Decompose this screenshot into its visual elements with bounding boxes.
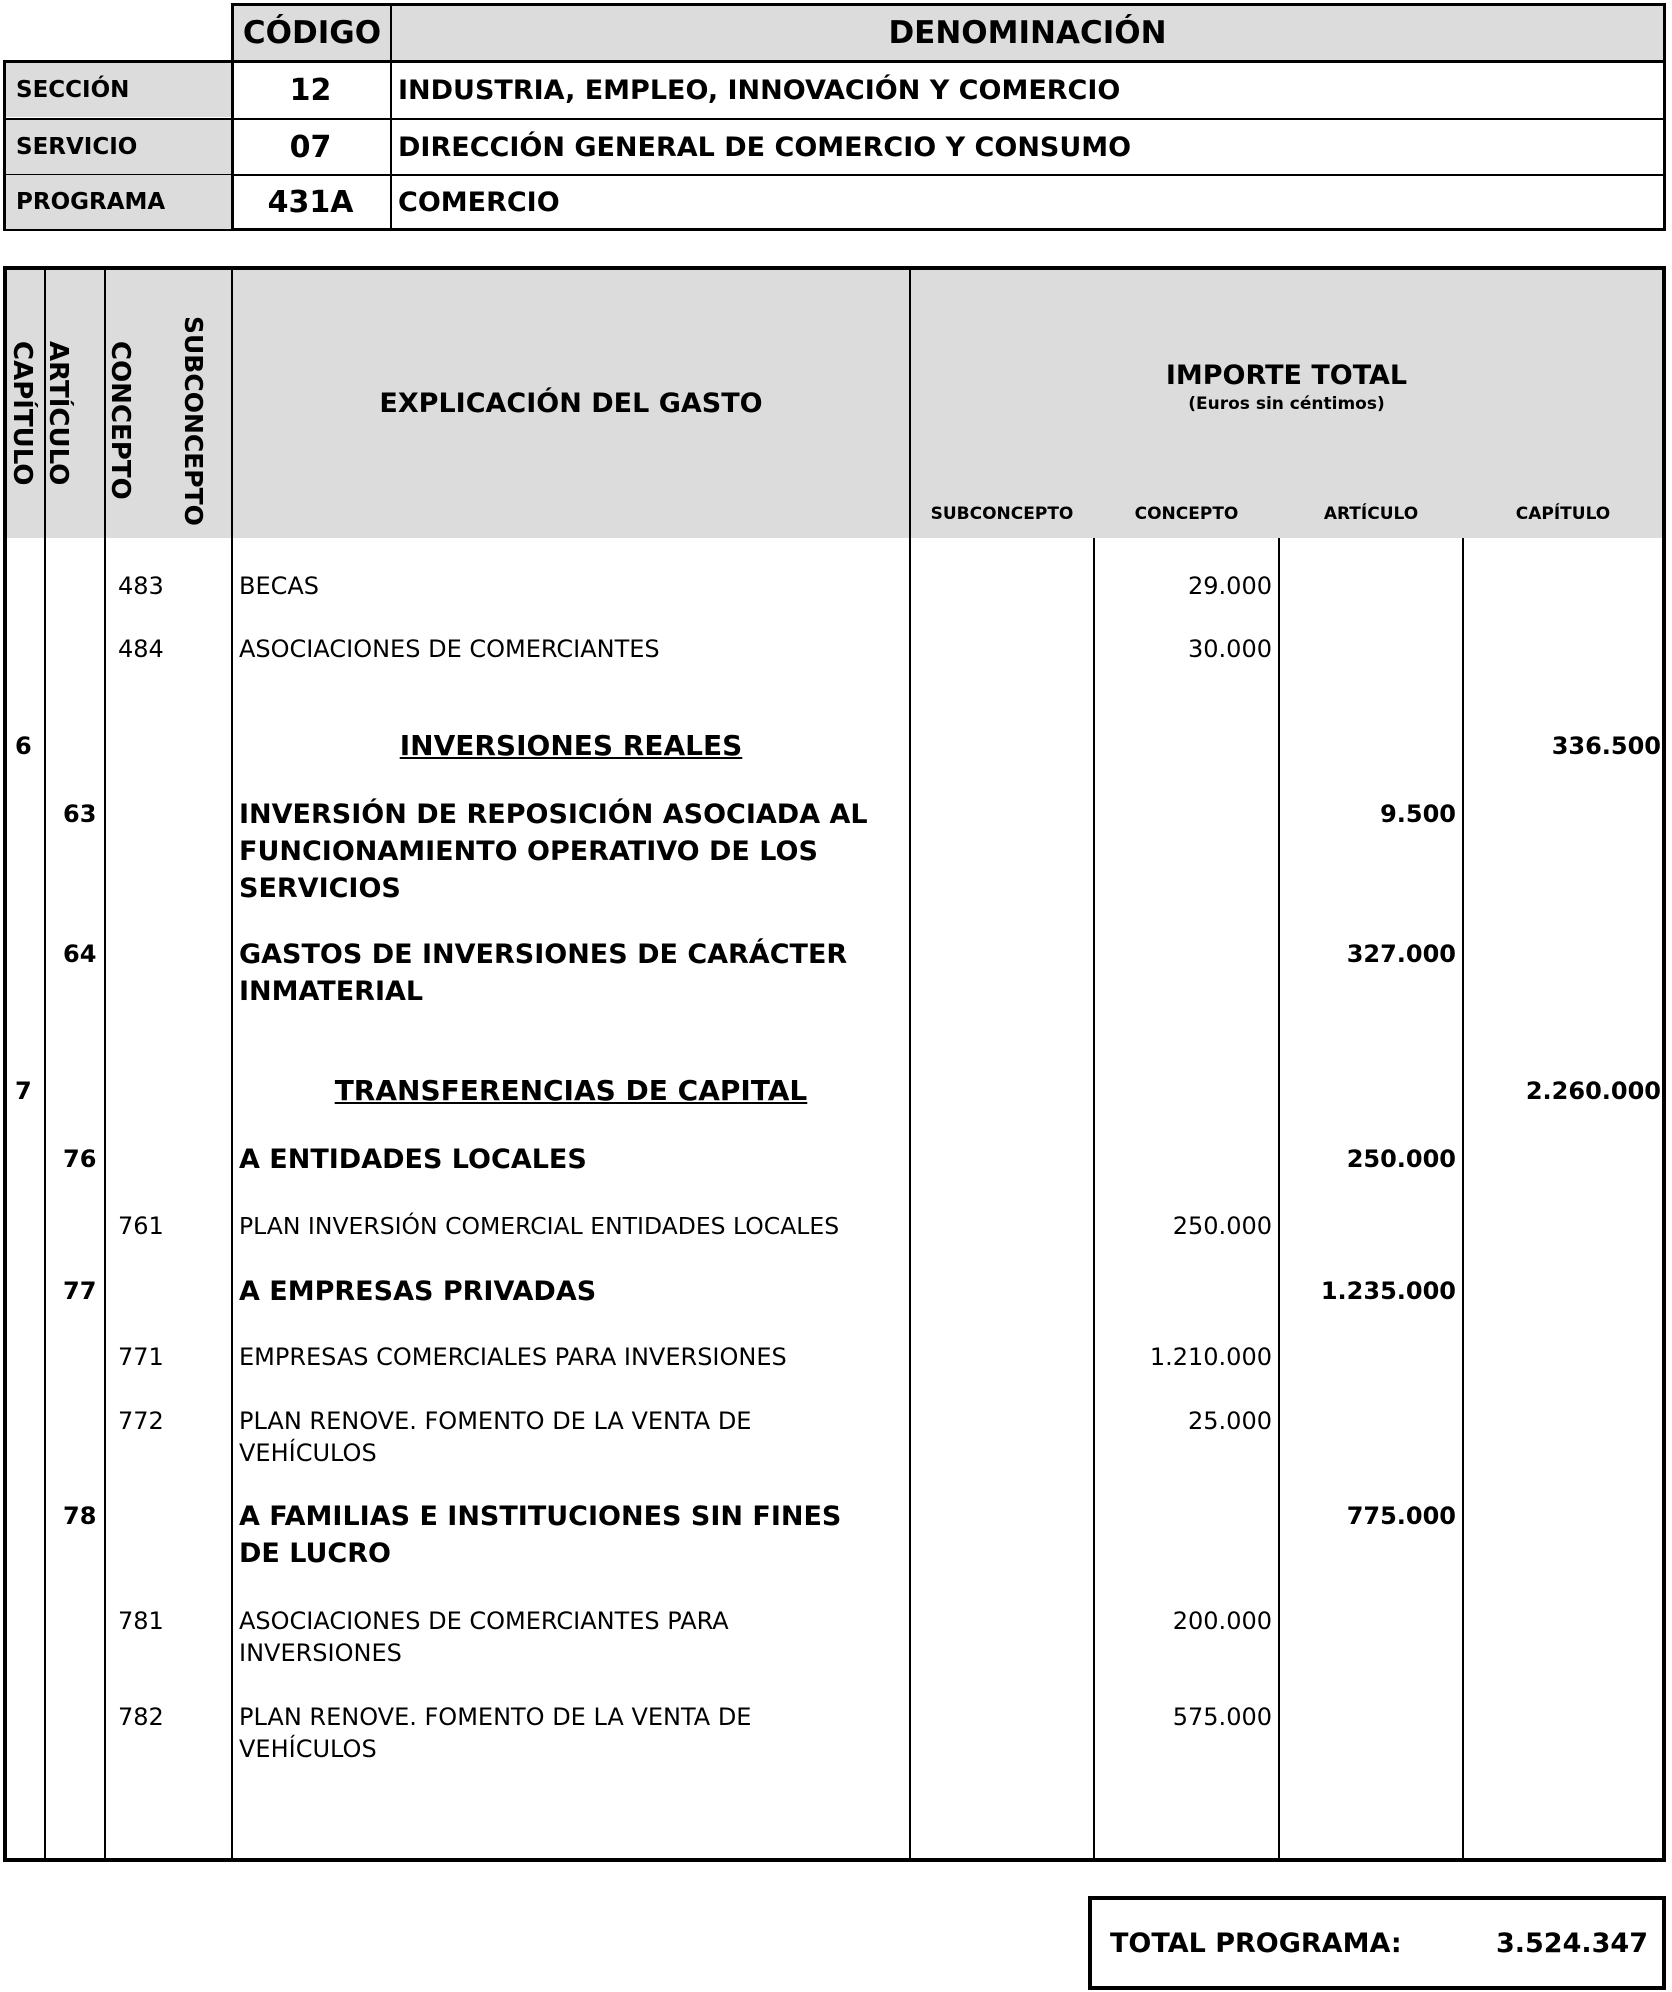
articulo-amount: 1.235.000 [1320, 1277, 1456, 1305]
concepto-code: 771 [118, 1343, 164, 1371]
total-value: 3.524.347 [1495, 1927, 1648, 1959]
total-programa-box [1088, 1896, 1666, 1990]
programa-name: COMERCIO [398, 186, 560, 218]
subconcepto-col-header: SUBCONCEPTO [179, 316, 208, 526]
concepto-amount: 575.000 [1172, 1703, 1272, 1731]
codigo-header: CÓDIGO [242, 15, 382, 51]
servicio-code: 07 [289, 129, 332, 165]
concepto-code: 484 [118, 635, 164, 663]
concepto-code: 782 [118, 1703, 164, 1731]
capitulo-amount: 336.500 [1551, 732, 1661, 760]
concepto-amount: 1.210.000 [1149, 1343, 1272, 1371]
capitulo-col-header: CAPÍTULO [7, 341, 37, 486]
seccion-code: 12 [289, 72, 332, 108]
capitulo-title: TRANSFERENCIAS DE CAPITAL [334, 1074, 808, 1107]
row-text: EMPRESAS COMERCIALES PARA INVERSIONES [239, 1343, 787, 1371]
subconcepto-amount-header: SUBCONCEPTO [930, 504, 1074, 524]
articulo-amount: 250.000 [1346, 1145, 1456, 1173]
articulo-code: 63 [63, 800, 97, 828]
total-label: TOTAL PROGRAMA: [1110, 1927, 1402, 1959]
programa-code: 431A [267, 184, 354, 220]
articulo-code: 77 [63, 1277, 97, 1305]
concepto-amount: 29.000 [1188, 572, 1272, 600]
capitulo-amount-header: CAPÍTULO [1515, 504, 1611, 524]
concepto-amount: 250.000 [1172, 1212, 1272, 1240]
capitulo-code: 7 [15, 1077, 32, 1105]
concepto-code: 772 [118, 1407, 164, 1435]
concepto-code: 781 [118, 1607, 164, 1635]
articulo-code: 78 [63, 1502, 97, 1530]
articulo-amount-header: ARTÍCULO [1323, 504, 1419, 524]
servicio-name: DIRECCIÓN GENERAL DE COMERCIO Y CONSUMO [398, 131, 1132, 163]
articulo-amount: 775.000 [1346, 1502, 1456, 1530]
capitulo-title: INVERSIONES REALES [399, 729, 743, 762]
articulo-title: GASTOS DE INVERSIONES DE CARÁCTER INMATERIAL [239, 939, 848, 1007]
concepto-code: 761 [118, 1212, 164, 1240]
concepto-code: 483 [118, 572, 164, 600]
importe-units: (Euros sin céntimos) [1188, 394, 1385, 414]
articulo-title: INVERSIÓN DE REPOSICIÓN ASOCIADA AL FUNCIONAMIENTO OPERATIVO DE LOS SERVICIOS [239, 799, 868, 904]
articulo-col-header: ARTÍCULO [43, 341, 73, 486]
concepto-amount: 30.000 [1188, 635, 1272, 663]
row-text: ASOCIACIONES DE COMERCIANTES [239, 635, 660, 663]
concepto-amount: 200.000 [1172, 1607, 1272, 1635]
articulo-title: A EMPRESAS PRIVADAS [239, 1276, 597, 1307]
denominacion-header: DENOMINACIÓN [888, 15, 1167, 51]
row-text: PLAN RENOVE. FOMENTO DE LA VENTA DE VEHÍCULOS [239, 1703, 752, 1763]
articulo-title: A ENTIDADES LOCALES [239, 1144, 587, 1175]
row-text: PLAN RENOVE. FOMENTO DE LA VENTA DE VEHÍCULOS [239, 1407, 752, 1467]
program-header [3, 3, 1666, 231]
concepto-amount-header: CONCEPTO [1134, 504, 1239, 524]
articulo-title: A FAMILIAS E INSTITUCIONES SIN FINES DE LUCRO [239, 1501, 842, 1569]
seccion-name: INDUSTRIA, EMPLEO, INNOVACIÓN Y COMERCIO [398, 74, 1121, 106]
programa-label: PROGRAMA [6, 175, 231, 229]
row-text: BECAS [239, 572, 320, 600]
servicio-label: SERVICIO [6, 120, 231, 174]
capitulo-code: 6 [15, 732, 32, 760]
explicacion-header: EXPLICACIÓN DEL GASTO [379, 388, 763, 419]
row-text: ASOCIACIONES DE COMERCIANTES PARA INVERSIONES [239, 1607, 729, 1667]
articulo-code: 64 [63, 940, 97, 968]
importe-total-header: IMPORTE TOTAL [1165, 360, 1408, 391]
capitulo-amount: 2.260.000 [1525, 1077, 1661, 1105]
concepto-amount: 25.000 [1188, 1407, 1272, 1435]
articulo-amount: 327.000 [1346, 940, 1456, 968]
expense-table [3, 266, 1666, 1862]
row-text: PLAN INVERSIÓN COMERCIAL ENTIDADES LOCALES [239, 1212, 840, 1240]
concepto-col-header: CONCEPTO [105, 341, 135, 500]
articulo-code: 76 [63, 1145, 97, 1173]
articulo-amount: 9.500 [1380, 800, 1456, 828]
seccion-label: SECCIÓN [6, 63, 231, 117]
